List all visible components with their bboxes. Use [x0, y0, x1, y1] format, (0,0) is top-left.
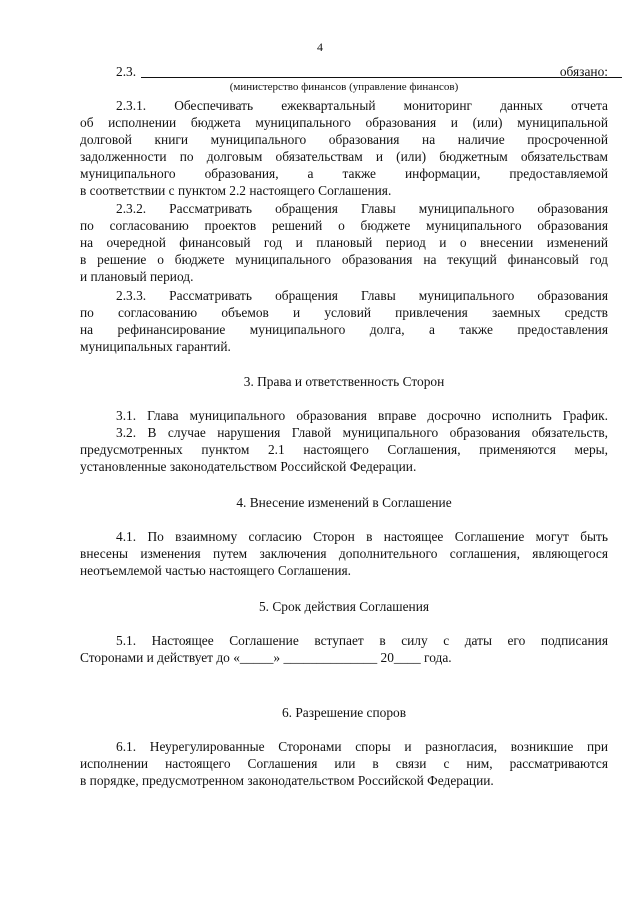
text-line-c41-3: неотъемлемой частью настоящего Соглашения. — [80, 563, 352, 578]
text-line-c32-3: установленные законодательством Российской Федерации. — [80, 459, 417, 474]
fill-in-blank-line — [141, 77, 622, 78]
text-line-c231-6: в соответствии с пунктом 2.2 настоящего Соглашения. — [80, 183, 392, 198]
clause-2-3-suffix: обязано: — [559, 64, 608, 79]
text-line-c233-4: муниципальных гарантий. — [80, 339, 231, 354]
heading-section-4: 4. Внесение изменений в Соглашение — [236, 495, 452, 510]
heading-section-6: 6. Разрешение споров — [281, 705, 407, 720]
text-line-c61-3: в порядке, предусмотренном законодательством Российской Федерации. — [80, 773, 494, 788]
text-line-c32-1: 3.2. В случае нарушения Главой муниципального образования обязательств, — [116, 425, 608, 440]
text-line-c61-2: исполнении настоящего Соглашения или в связи с ним, рассматриваются — [80, 756, 608, 771]
clause-2-3-label: 2.3. — [116, 64, 137, 79]
text-line-c231-1: 2.3.1. Обеспечивать ежеквартальный мониторинг данных отчета — [116, 98, 608, 113]
text-line-c51-1: 5.1. Настоящее Соглашение вступает в силу с даты его подписания — [116, 633, 608, 648]
text-line-c233-2: по согласованию объемов и условий привлечения заемных средств — [80, 305, 608, 320]
text-line-c231-2: об исполнении бюджета муниципального образования и (или) муниципальной — [80, 115, 608, 130]
text-line-c233-1: 2.3.3. Рассматривать обращения Главы муниципального образования — [116, 288, 608, 303]
text-line-c32-2: предусмотренных пунктом 2.1 настоящего Соглашения, применяются меры, — [80, 442, 608, 457]
text-line-c232-2: по согласованию проектов решений о бюджете муниципального образования — [80, 218, 608, 233]
blank-caption: (министерство финансов (управление финансов) — [229, 81, 459, 93]
text-line-c232-3: на очередной финансовый год и плановый период и о внесении изменений — [80, 235, 608, 250]
page-number: 4 — [317, 40, 323, 54]
text-line-c231-5: муниципального образования, а также информации, предоставляемой — [80, 166, 608, 181]
heading-section-5: 5. Срок действия Соглашения — [258, 599, 430, 614]
text-line-c233-3: на рефинансирование муниципального долга, а также предоставления — [80, 322, 608, 337]
text-line-c41-2: внесены изменения путем заключения дополнительного соглашения, являющегося — [80, 546, 608, 561]
text-line-c51-2: Сторонами и действует до «_____» ______________ 20____ года. — [80, 650, 452, 665]
text-line-c231-3: долговой книги муниципального образования на наличие просроченной — [80, 132, 608, 147]
text-line-c232-4: в решение о бюджете муниципального образования на текущий финансовый год — [80, 252, 608, 267]
heading-section-3: 3. Права и ответственность Сторон — [243, 374, 445, 389]
text-line-c232-1: 2.3.2. Рассматривать обращения Главы муниципального образования — [116, 201, 608, 216]
text-line-c232-5: и плановый период. — [80, 269, 194, 284]
text-line-c31-1: 3.1. Глава муниципального образования вправе досрочно исполнить График. — [116, 408, 608, 423]
text-line-c231-4: задолженности по долговым обязательствам и (или) бюджетным обязательствам — [80, 149, 608, 164]
text-line-c41-1: 4.1. По взаимному согласию Сторон в настоящее Соглашение могут быть — [116, 529, 608, 544]
text-line-c61-1: 6.1. Неурегулированные Сторонами споры и разногласия, возникшие при — [116, 739, 608, 754]
